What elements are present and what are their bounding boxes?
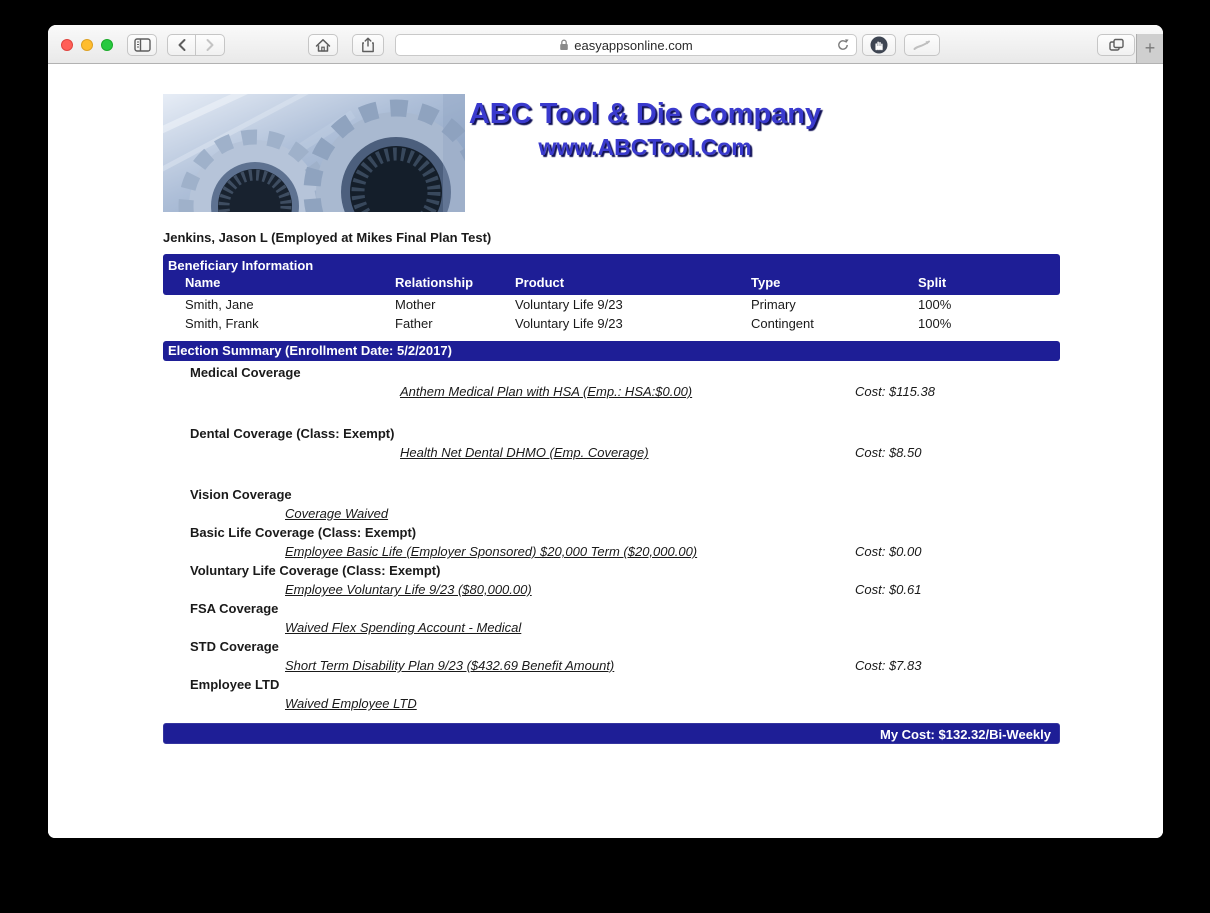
- page-viewport[interactable]: [48, 64, 1163, 838]
- plan-name-link[interactable]: Waived Flex Spending Account - Medical: [285, 620, 522, 635]
- forward-chevron-icon: [204, 38, 216, 52]
- plan-name-link[interactable]: Health Net Dental DHMO (Emp. Coverage): [400, 445, 649, 460]
- company-header: [163, 94, 1060, 212]
- browser-toolbar: [48, 25, 1163, 64]
- company-name-block: [463, 98, 827, 161]
- plan-cost: Cost: $7.83: [855, 658, 922, 673]
- coverage-heading: Medical Coverage: [190, 365, 301, 380]
- home-button[interactable]: [308, 34, 338, 56]
- tab-overview-button[interactable]: [1097, 34, 1135, 56]
- coverage-heading: Basic Life Coverage (Class: Exempt): [190, 525, 417, 540]
- sidebar-toggle-button[interactable]: [127, 34, 157, 56]
- total-cost-bar: My Cost: $132.32/Bi-Weekly: [163, 723, 1060, 744]
- beneficiary-table-header: [163, 254, 1060, 295]
- election-summary-header: Election Summary (Enrollment Date: 5/2/2017): [163, 341, 1060, 361]
- extension-button-1[interactable]: [862, 34, 896, 56]
- sidebar-icon: [134, 38, 151, 52]
- close-window-button[interactable]: [61, 39, 73, 51]
- election-sections: [163, 363, 1060, 713]
- plan-line: [163, 542, 1060, 561]
- plan-cost: Cost: $115.38: [855, 384, 935, 399]
- company-name: ABC Tool & Die Company: [468, 98, 822, 130]
- table-row: [163, 295, 1060, 314]
- benefits-page: [163, 64, 1060, 744]
- plan-cost: Cost: $0.61: [855, 582, 922, 597]
- tab-overview-icon: [1108, 37, 1125, 53]
- reload-icon[interactable]: [836, 38, 850, 52]
- column-header-product: Product: [515, 275, 565, 290]
- company-website: www.ABCTool.Com: [538, 134, 752, 160]
- coverage-section: [163, 561, 1060, 599]
- share-icon: [361, 37, 375, 53]
- coverage-section: [163, 485, 1060, 523]
- home-icon: [315, 38, 331, 53]
- plan-line: [163, 504, 1060, 523]
- table-row: [163, 314, 1060, 333]
- plan-line: [163, 694, 1060, 713]
- extension-button-2[interactable]: [904, 34, 940, 56]
- plus-icon: +: [1144, 38, 1156, 58]
- plan-cost: Cost: $0.00: [855, 544, 922, 559]
- beneficiary-type: Contingent: [751, 316, 814, 331]
- coverage-heading: Voluntary Life Coverage (Class: Exempt): [190, 563, 441, 578]
- column-header-type: Type: [751, 275, 781, 290]
- plan-cost: Cost: $8.50: [855, 445, 922, 460]
- beneficiary-column-headers: [163, 275, 1060, 295]
- beneficiary-split: 100%: [918, 297, 952, 312]
- beneficiary-name: Smith, Frank: [185, 316, 259, 331]
- coverage-section: [163, 523, 1060, 561]
- beneficiary-split: 100%: [918, 316, 952, 331]
- coverage-section: [163, 599, 1060, 637]
- coverage-section: [163, 637, 1060, 675]
- share-button[interactable]: [352, 34, 384, 56]
- beneficiary-relationship: Father: [395, 316, 433, 331]
- beneficiary-rows: [163, 295, 1060, 333]
- hand-extension-icon: [869, 35, 889, 55]
- coverage-section: [163, 675, 1060, 713]
- plan-name-link[interactable]: Anthem Medical Plan with HSA (Emp.: HSA:$0.00): [400, 384, 693, 399]
- lightning-extension-icon: [912, 38, 932, 52]
- back-button[interactable]: [167, 34, 196, 56]
- plan-line: [163, 656, 1060, 675]
- plan-line: [163, 382, 1060, 401]
- forward-button[interactable]: [196, 34, 225, 56]
- minimize-window-button[interactable]: [81, 39, 93, 51]
- coverage-heading: Dental Coverage (Class: Exempt): [190, 426, 395, 441]
- column-header-relationship: Relationship: [395, 275, 474, 290]
- beneficiary-section-title: Beneficiary Information: [168, 258, 314, 273]
- plan-line: [163, 618, 1060, 637]
- back-chevron-icon: [176, 38, 188, 52]
- coverage-heading: FSA Coverage: [190, 601, 279, 616]
- ssl-lock-icon: [559, 39, 569, 51]
- beneficiary-product: Voluntary Life 9/23: [515, 316, 623, 331]
- browser-window: [48, 25, 1163, 838]
- coverage-heading: Employee LTD: [190, 677, 280, 692]
- plan-name-link[interactable]: Coverage Waived: [285, 506, 389, 521]
- zoom-window-button[interactable]: [101, 39, 113, 51]
- coverage-section: [163, 363, 1060, 401]
- plan-line: [163, 580, 1060, 599]
- coverage-heading: STD Coverage: [190, 639, 279, 654]
- coverage-section: [163, 424, 1060, 462]
- beneficiary-type: Primary: [751, 297, 796, 312]
- beneficiary-name: Smith, Jane: [185, 297, 254, 312]
- plan-name-link[interactable]: Employee Voluntary Life 9/23 ($80,000.00): [285, 582, 532, 597]
- gears-logo-image: [163, 94, 465, 212]
- plan-line: [163, 443, 1060, 462]
- beneficiary-product: Voluntary Life 9/23: [515, 297, 623, 312]
- employee-name-line: Jenkins, Jason L (Employed at Mikes Final Plan Test): [163, 230, 492, 245]
- new-tab-button[interactable]: [1136, 34, 1163, 63]
- coverage-heading: Vision Coverage: [190, 487, 292, 502]
- url-text: easyappsonline.com: [574, 37, 693, 53]
- column-header-name: Name: [185, 275, 221, 290]
- plan-name-link[interactable]: Waived Employee LTD: [285, 696, 417, 711]
- plan-name-link[interactable]: Short Term Disability Plan 9/23 ($432.69 Benefit Amount): [285, 658, 615, 673]
- address-bar[interactable]: [395, 34, 857, 56]
- column-header-split: Split: [918, 275, 947, 290]
- plan-name-link[interactable]: Employee Basic Life (Employer Sponsored) $20,000 Term ($20,000.00): [285, 544, 698, 559]
- beneficiary-relationship: Mother: [395, 297, 436, 312]
